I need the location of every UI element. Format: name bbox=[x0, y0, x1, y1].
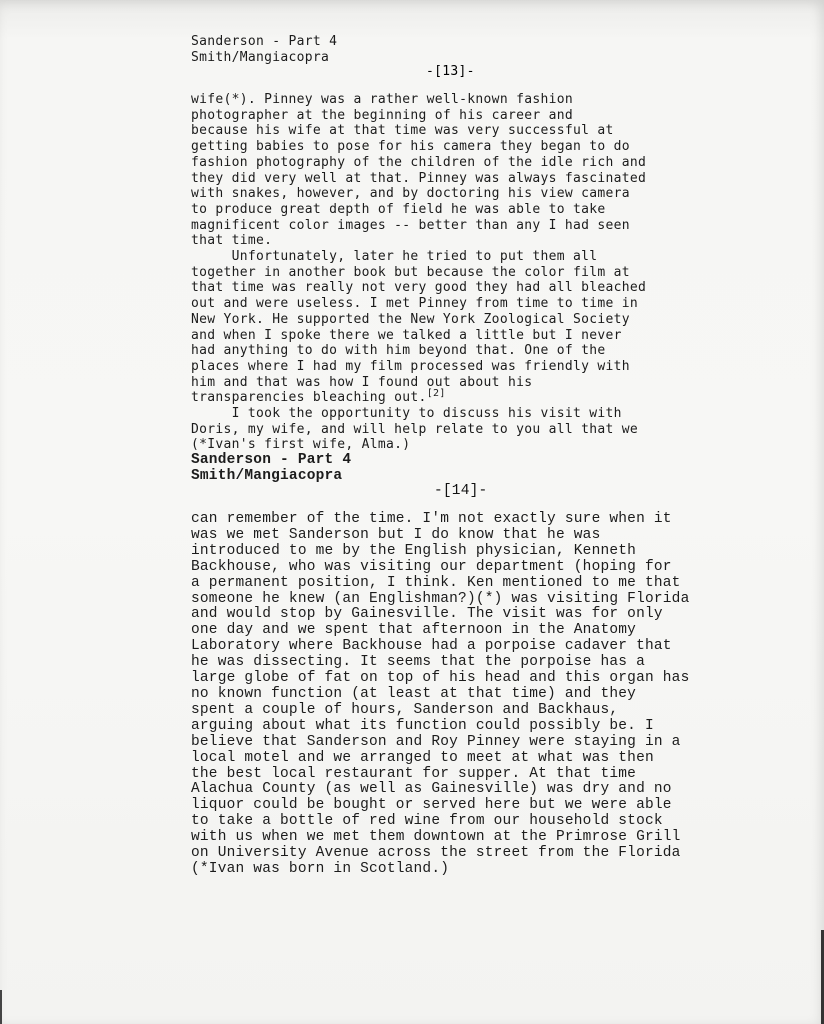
page14-number: -[14]- bbox=[434, 483, 488, 499]
page13-header-authors: Smith/Mangiacopra bbox=[191, 49, 330, 65]
text-line: believe that Sanderson and Roy Pinney were staying in a bbox=[191, 733, 681, 750]
text-line: and when I spoke there we talked a little but I never bbox=[191, 327, 622, 343]
text-line: a permanent position, I think. Ken mentioned to me that bbox=[191, 574, 681, 591]
page13-number: -[13]- bbox=[426, 64, 475, 79]
text-line: Alachua County (as well as Gainesville) was dry and no bbox=[191, 781, 672, 798]
text-line: Unfortunately, later he tried to put them all bbox=[191, 249, 598, 265]
text-line: Doris, my wife, and will help relate to you all that we bbox=[191, 421, 638, 437]
page14-header-authors: Smith/Mangiacopra bbox=[191, 467, 343, 484]
page13-header-title: Sanderson - Part 4 bbox=[191, 34, 338, 49]
text-line: no known function (at least at that time) and they bbox=[191, 685, 637, 702]
text-line: (*Ivan's first wife, Alma.) bbox=[191, 437, 411, 453]
text-line: liquor could be bought or served here but we were able bbox=[191, 797, 672, 814]
text-line: and would stop by Gainesville. The visit was for only bbox=[191, 606, 663, 623]
text-line: that time was really not very good they had all bleached bbox=[191, 280, 647, 296]
text-line: was we met Sanderson but I do know that he was bbox=[191, 526, 601, 543]
text-line: large globe of fat on top of his head and this organ has bbox=[191, 670, 690, 687]
text-line: I took the opportunity to discuss his visit with bbox=[191, 406, 622, 422]
text-line: they did very well at that. Pinney was always fascinated bbox=[191, 170, 647, 186]
text-line: fashion photography of the children of the idle rich and bbox=[191, 154, 647, 170]
text-line: photographer at the beginning of his career and bbox=[191, 107, 573, 123]
text-line: New York. He supported the New York Zoological Society bbox=[191, 311, 630, 327]
footnote-ref: [2] bbox=[426, 388, 446, 400]
text-line: to take a bottle of red wine from our household stock bbox=[191, 813, 663, 830]
page13-header bbox=[191, 34, 751, 65]
page13-last-line-text: transparencies bleaching out. bbox=[191, 390, 427, 406]
text-line: with snakes, however, and by doctoring his view camera bbox=[191, 186, 630, 202]
page14-lines bbox=[191, 512, 751, 878]
text-line: out and were useless. I met Pinney from time to time in bbox=[191, 296, 638, 312]
text-line: one day and we spent that afternoon in the Anatomy bbox=[191, 622, 637, 639]
text-line: introduced to me by the English physician, Kenneth bbox=[191, 542, 637, 559]
text-line: him and that was how I found out about his bbox=[191, 374, 533, 390]
text-line: Laboratory where Backhouse had a porpoise cadaver that bbox=[191, 638, 672, 655]
text-line: arguing about what its function could possibly be. I bbox=[191, 717, 654, 734]
text-line: to produce great depth of field he was able to take bbox=[191, 201, 606, 217]
text-line: that time. bbox=[191, 233, 273, 249]
text-line: he was dissecting. It seems that the porpoise has a bbox=[191, 654, 645, 671]
text-line: with us when we met them downtown at the Primrose Grill bbox=[191, 829, 681, 846]
page14-body bbox=[191, 512, 751, 878]
text-line: can remember of the time. I'm not exactly sure when it bbox=[191, 511, 672, 527]
text-line: spent a couple of hours, Sanderson and Backhaus, bbox=[191, 701, 619, 718]
text-line: places where I had my film processed was friendly with bbox=[191, 358, 630, 374]
text-line: together in another book but because the color film at bbox=[191, 264, 630, 280]
text-line: on University Avenue across the street from the Florida bbox=[191, 845, 681, 862]
text-line: wife(*). Pinney was a rather well-known fashion bbox=[191, 92, 573, 107]
page13-last-line bbox=[191, 390, 751, 406]
page13-body bbox=[191, 92, 751, 453]
page13-lines bbox=[191, 92, 751, 390]
page14-header bbox=[191, 453, 751, 485]
text-line: because his wife at that time was very successful at bbox=[191, 123, 614, 139]
page13-lines-after bbox=[191, 406, 751, 453]
text-line: someone he knew (an Englishman?)(*) was visiting Florida bbox=[191, 590, 690, 607]
text-line: the best local restaurant for supper. At that time bbox=[191, 765, 637, 782]
text-line: magnificent color images -- better than any I had seen bbox=[191, 217, 630, 233]
text-line: Backhouse, who was visiting our department (hoping for bbox=[191, 558, 672, 575]
text-line: (*Ivan was born in Scotland.) bbox=[191, 860, 450, 877]
page14-header-title: Sanderson - Part 4 bbox=[191, 452, 352, 468]
text-line: had anything to do with him beyond that. One of the bbox=[191, 343, 606, 359]
text-line: getting babies to pose for his camera they began to do bbox=[191, 139, 630, 155]
text-line: local motel and we arranged to meet at what was then bbox=[191, 749, 654, 766]
scan-edge-left bbox=[0, 990, 2, 1024]
